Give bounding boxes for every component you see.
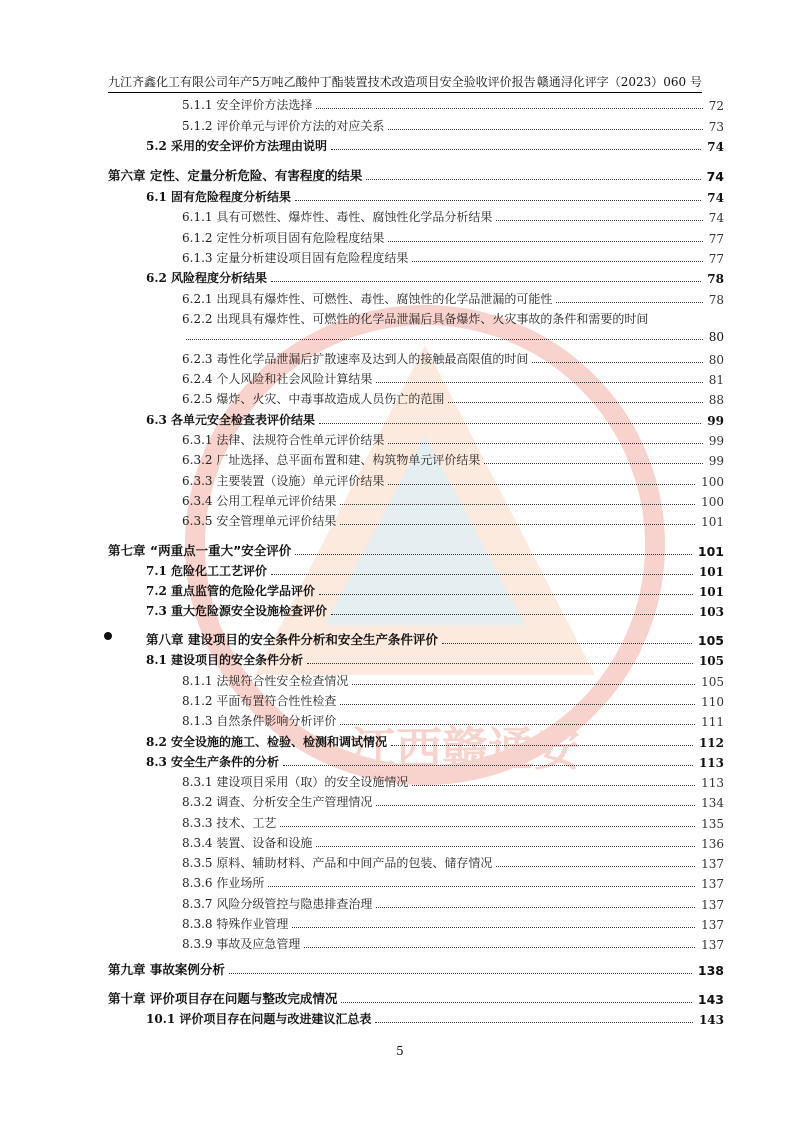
toc-entry[interactable]: 6.1.1 具有可燃性、爆炸性、毒性、腐蚀性化学品分析结果 74 bbox=[182, 210, 724, 225]
toc-entry[interactable]: 8.3.2 调查、分析安全生产管理情况 134 bbox=[182, 795, 724, 810]
toc-entry[interactable]: 6.2 风险程度分析结果 78 bbox=[146, 271, 724, 286]
toc-entry[interactable]: 8.3.6 作业场所 137 bbox=[182, 876, 724, 891]
toc-entry[interactable]: 8.3 安全生产条件的分析 113 bbox=[146, 755, 724, 770]
toc-entry-continuation[interactable]: 80 bbox=[108, 330, 724, 344]
toc-entry[interactable]: 6.2.1 出现具有爆炸性、可燃性、毒性、腐蚀性的化学品泄漏的可能性 78 bbox=[182, 292, 724, 307]
toc-entry[interactable]: 5.2 采用的安全评价方法理由说明 74 bbox=[146, 139, 724, 154]
toc-entry[interactable]: 7.3 重大危险源安全设施检查评价 103 bbox=[146, 604, 724, 619]
toc-entry[interactable]: 6.1.2 定性分析项目固有危险程度结果 77 bbox=[182, 231, 724, 246]
toc-entry[interactable]: 8.3.1 建设项目采用（取）的安全设施情况 113 bbox=[182, 775, 724, 790]
toc-chapter[interactable]: 第六章 定性、定量分析危险、有害程度的结果 74 bbox=[108, 168, 724, 184]
toc-entry[interactable]: 6.3 各单元安全检查表评价结果 99 bbox=[146, 413, 724, 428]
toc-chapter[interactable]: 第十章 评价项目存在问题与整改完成情况 143 bbox=[108, 991, 724, 1007]
header-title: 九江齐鑫化工有限公司年产5万吨乙酸仲丁酯装置技术改造项目安全验收评价报告 bbox=[108, 75, 536, 89]
toc-entry[interactable]: 8.2 安全设施的施工、检验、检测和调试情况 112 bbox=[146, 735, 724, 750]
toc-entry[interactable]: 6.1.3 定量分析建设项目固有危险程度结果 77 bbox=[182, 251, 724, 266]
toc-entry[interactable]: 8.3.8 特殊作业管理 137 bbox=[182, 917, 724, 932]
toc-entry[interactable]: 5.1.1 安全评价方法选择 72 bbox=[182, 98, 724, 113]
toc-entry[interactable]: 6.3.1 法律、法规符合性单元评价结果 99 bbox=[182, 433, 724, 448]
toc-entry[interactable]: 6.3.4 公用工程单元评价结果 100 bbox=[182, 494, 724, 509]
toc-entry[interactable]: 6.3.2 厂址选择、总平面布置和建、构筑物单元评价结果 99 bbox=[182, 453, 724, 468]
toc-entry[interactable]: 6.3.5 安全管理单元评价结果 101 bbox=[182, 514, 724, 529]
toc-entry[interactable]: 8.1.2 平面布置符合性性检查 110 bbox=[182, 694, 724, 709]
toc-entry[interactable]: 6.2.4 个人风险和社会风险计算结果 81 bbox=[182, 372, 724, 387]
toc-entry[interactable]: 7.1 危险化工工艺评价 101 bbox=[146, 564, 724, 579]
page-number: 5 bbox=[396, 1044, 404, 1058]
toc-entry[interactable]: 8.3.9 事故及应急管理 137 bbox=[182, 937, 724, 952]
toc-entry[interactable]: 6.3.3 主要装置（设施）单元评价结果 100 bbox=[182, 474, 724, 489]
toc-entry[interactable]: 8.3.5 原料、辅助材料、产品和中间产品的包装、储存情况 137 bbox=[182, 856, 724, 871]
bullet-icon bbox=[104, 632, 112, 640]
toc-entry[interactable]: 7.2 重点监管的危险化学品评价 101 bbox=[146, 584, 724, 599]
toc-entry[interactable]: 8.1.1 法规符合性安全检查情况 105 bbox=[182, 674, 724, 689]
toc-chapter[interactable]: 第九章 事故案例分析 138 bbox=[108, 962, 724, 978]
toc-entry[interactable]: 8.3.4 装置、设备和设施 136 bbox=[182, 836, 724, 851]
toc-entry[interactable]: 6.2.3 毒性化学品泄漏后扩散速率及达到人的接触最高限值的时间 80 bbox=[182, 352, 724, 367]
page-header bbox=[108, 68, 702, 93]
toc-entry[interactable]: 8.3.7 风险分级管控与隐患排查治理 137 bbox=[182, 897, 724, 912]
seal-text: 江西赣通安 bbox=[350, 722, 580, 776]
toc-chapter[interactable]: 第七章 “两重点一重大”安全评价 101 bbox=[108, 543, 724, 559]
toc-entry[interactable]: 8.3.3 技术、工艺 135 bbox=[182, 816, 724, 831]
toc-entry[interactable]: 5.1.2 评价单元与评价方法的对应关系 73 bbox=[182, 119, 724, 134]
toc-chapter[interactable]: 第八章 建设项目的安全条件分析和安全生产条件评价 105 bbox=[108, 630, 724, 648]
toc-entry[interactable]: 6.1 固有危险程度分析结果 74 bbox=[146, 190, 724, 205]
toc-entry[interactable]: 6.2.5 爆炸、火灾、中毒事故造成人员伤亡的范围 88 bbox=[182, 392, 724, 407]
toc-entry[interactable]: 8.1 建设项目的安全条件分析 105 bbox=[146, 653, 724, 668]
toc-entry[interactable]: 10.1 评价项目存在问题与改进建议汇总表 143 bbox=[146, 1012, 724, 1027]
toc-entry[interactable]: 8.1.3 自然条件影响分析评价 111 bbox=[182, 714, 724, 729]
header-doc-number: 赣通浔化评字（2023）060 号 bbox=[536, 75, 702, 89]
toc-entry[interactable]: 6.2.2 出现具有爆炸性、可燃性的化学品泄漏后具备爆炸、火灾事故的条件和需要的时间 bbox=[182, 312, 649, 326]
